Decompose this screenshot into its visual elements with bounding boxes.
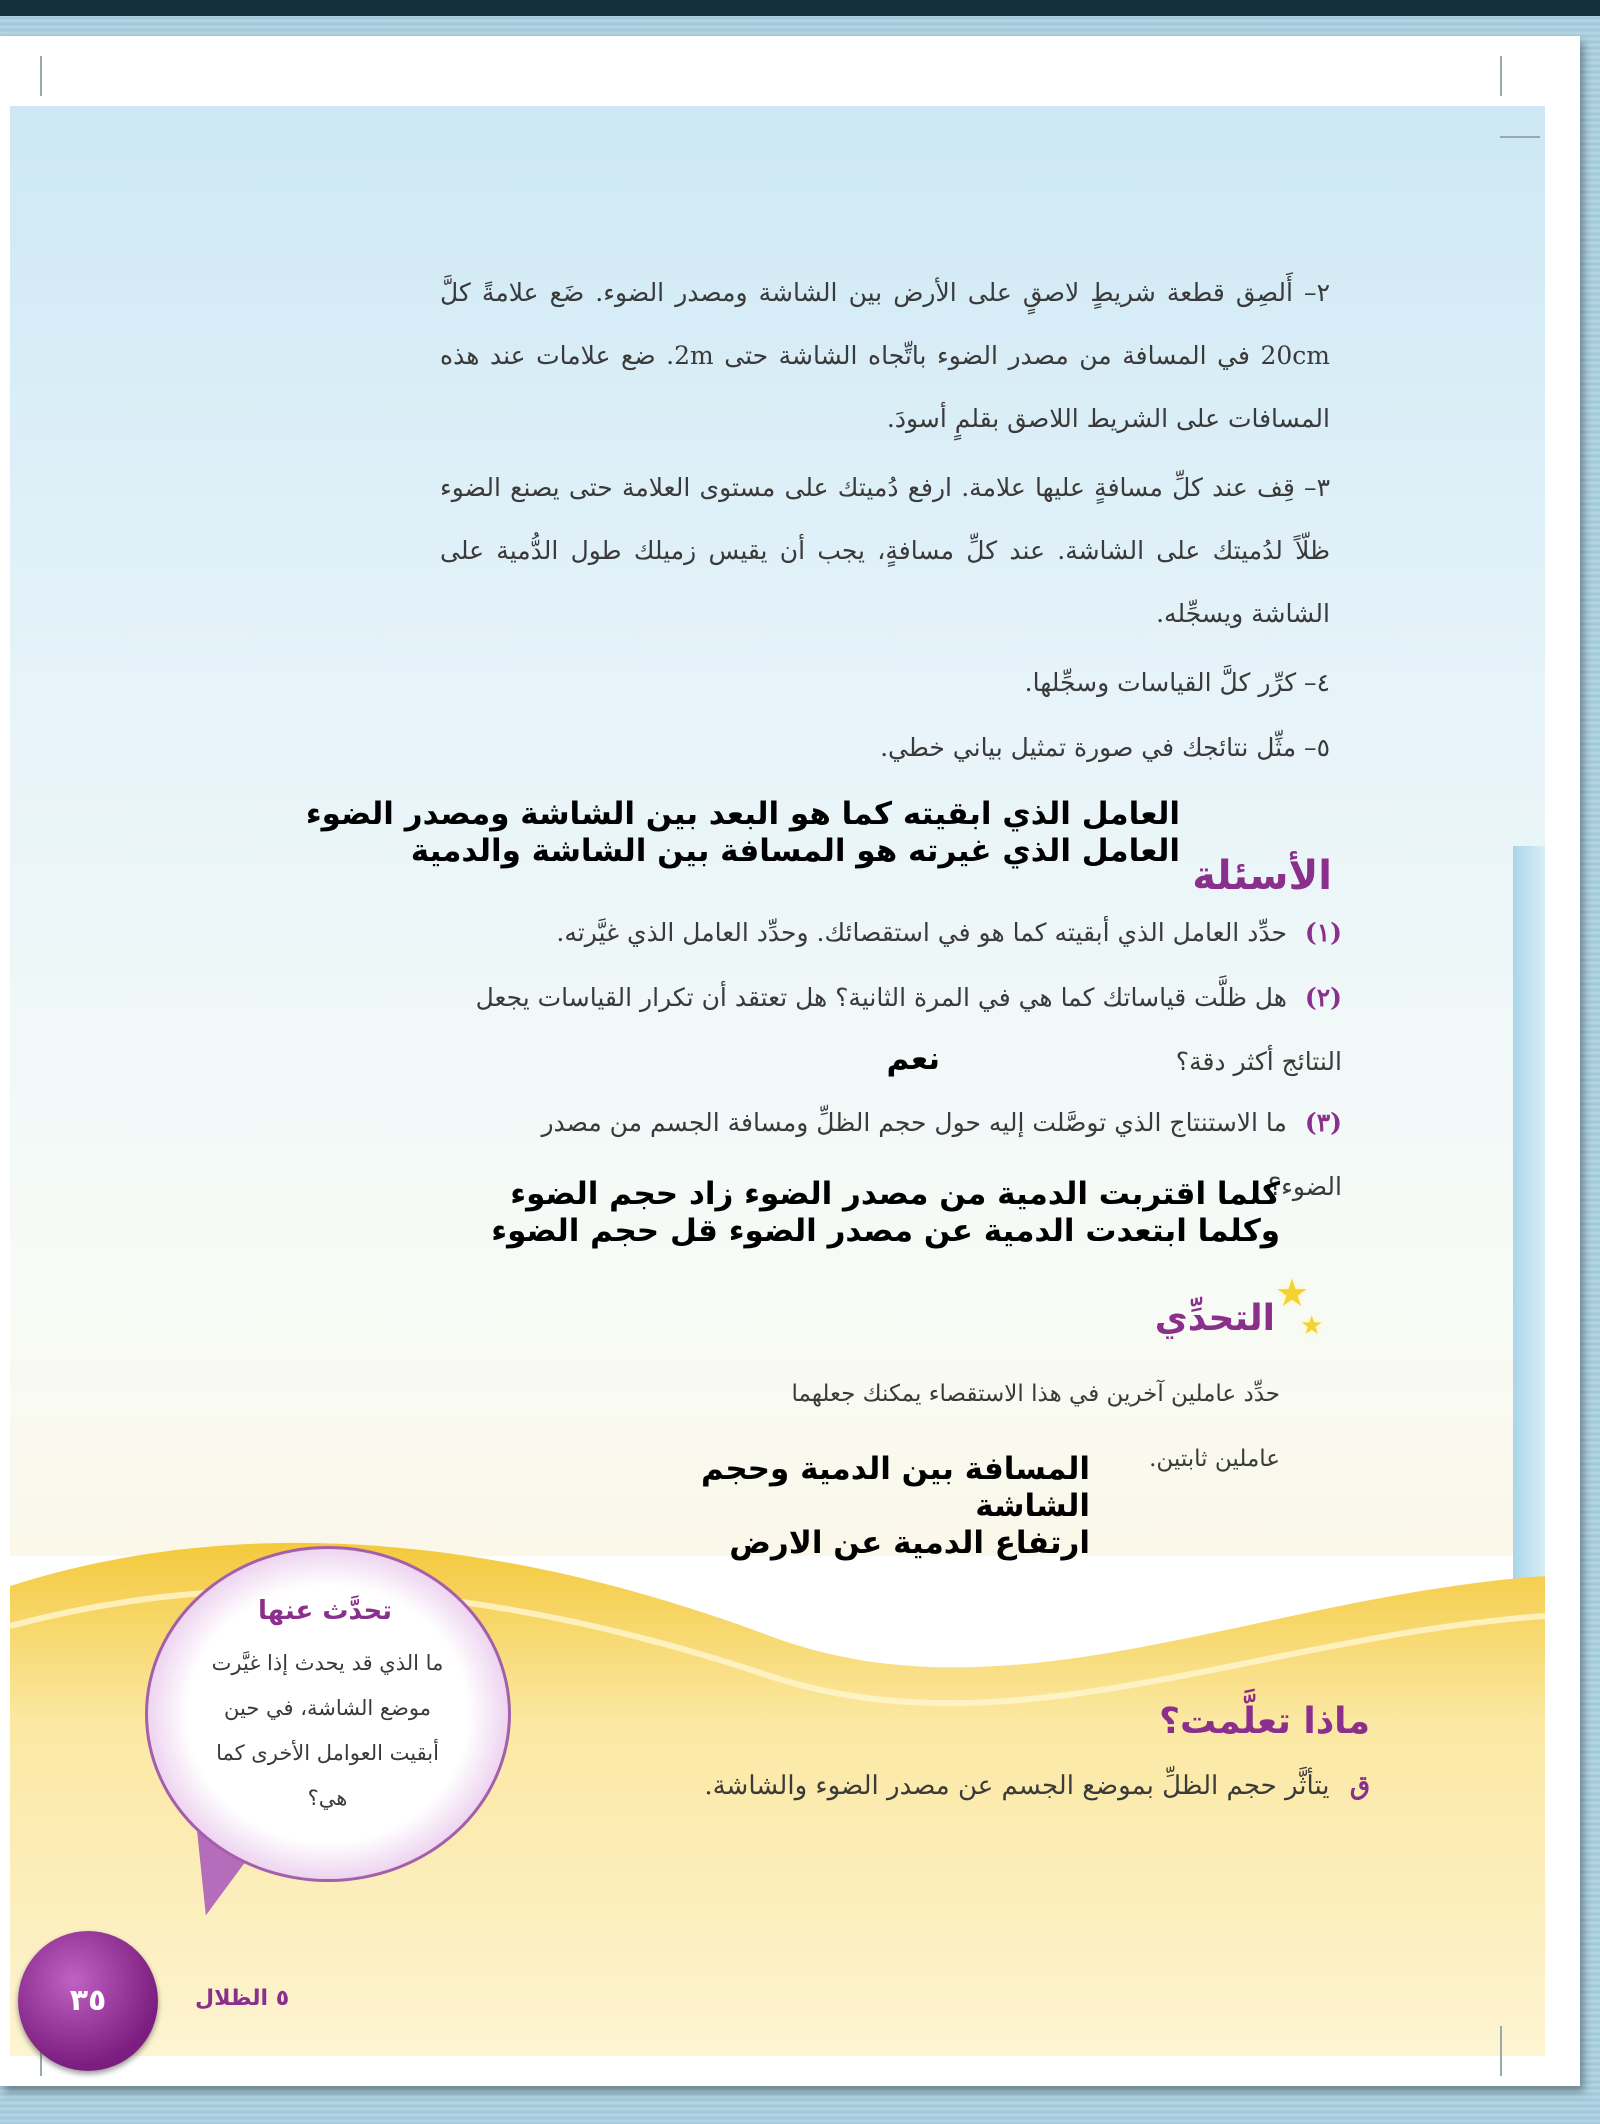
question-text: ما الاستنتاج الذي توصَّلت إليه حول حجم الظلِّ ومسافة الجسم من مصدر الضوء؟ <box>541 1108 1342 1201</box>
crop-mark <box>1500 56 1502 96</box>
answer-q1-line2: العامل الذي غيرته هو المسافة بين الشاشة والدمية <box>410 833 1180 869</box>
question-number: (٢) <box>1304 983 1342 1012</box>
chapter-label: ٥ الظلال <box>195 1986 290 2011</box>
question-1 <box>462 901 1342 965</box>
answer-challenge <box>590 1451 1090 1562</box>
step-5: ٥– مثِّل نتائجك في صورة تمثيل بياني خطي. <box>880 733 1330 762</box>
step-2: ٢– أَلصِق قطعة شريطٍ لاصقٍ على الأرض بين الشاشة ومصدر الضوء. ضَع علامةً كلَّ 20cm في المسافة من مصدر الضوء باتِّجاه الشاشة حتى 2m. ضع علامات عند هذه المسافات على الشريط اللاصق بقلمٍ أسودَ. <box>440 278 1330 433</box>
top-window-bar <box>0 0 1600 16</box>
star-icon: ★ <box>1275 1271 1310 1315</box>
bullet-icon: ق <box>1349 1771 1370 1801</box>
answer-q3-line2: وكلما ابتعدت الدمية عن مصدر الضوء قل حجم الضوء <box>491 1213 1280 1249</box>
questions-heading: الأسئلة <box>1192 853 1332 899</box>
page-number: ٣٥ <box>69 1983 107 2018</box>
textbook-page <box>0 36 1580 2086</box>
answer-challenge-line1: المسافة بين الدمية وحجم الشاشة <box>701 1451 1090 1524</box>
learned-point <box>704 1771 1370 1801</box>
challenge-title: التحدِّي <box>1154 1298 1275 1339</box>
challenge-line1: حدِّد عاملين آخرين في هذا الاستقصاء يمكنك جعلهما <box>791 1381 1280 1407</box>
talk-text: ما الذي قد يحدث إذا غيَّرت موضع الشاشة، في حين أبقيت العوامل الأخرى كما هي؟ <box>211 1651 444 1810</box>
star-icon: ★ <box>1300 1311 1324 1341</box>
step-4: ٤– كرِّر كلَّ القياسات وسجِّلها. <box>1024 668 1330 697</box>
challenge-line2: عاملين ثابتين. <box>1149 1446 1280 1472</box>
answer-q1 <box>130 796 1180 870</box>
answer-q1-line1: العامل الذي ابقيته كما هو البعد بين الشاشة ومصدر الضوء <box>305 796 1180 832</box>
talk-title: تحدَّث عنها <box>258 1596 392 1626</box>
question-text: هل ظلَّت قياساتك كما هي في المرة الثانية؟ هل تعتقد أن تكرار القياسات يجعل النتائج أكثر دقة؟ <box>475 983 1342 1076</box>
question-number: (١) <box>1304 918 1342 947</box>
answer-q2: نعم <box>886 1041 940 1077</box>
answer-q3 <box>220 1176 1280 1250</box>
crop-mark <box>1500 136 1540 138</box>
question-text: حدِّد العامل الذي أبقيته كما هو في استقصائك. وحدِّد العامل الذي غيَّرته. <box>556 918 1287 947</box>
step-3: ٣– قِف عند كلِّ مسافةٍ عليها علامة. ارفع دُميتك على مستوى العلامة حتى يصنع الضوء ظلّاً لدُميتك على الشاشة. عند كلِّ مسافةٍ، يجب أن يقيس زميلك طول الدُّمية على الشاشة ويسجِّله. <box>440 473 1330 628</box>
crop-mark <box>40 56 42 96</box>
learned-title: ماذا تعلَّمت؟ <box>1159 1701 1370 1742</box>
answer-q3-line1: كلما اقتربت الدمية من مصدر الضوء زاد حجم الضوء <box>510 1176 1280 1212</box>
learned-text: يتأثَّر حجم الظلِّ بموضع الجسم عن مصدر الضوء والشاشة. <box>704 1771 1330 1801</box>
question-number: (٣) <box>1304 1108 1342 1137</box>
answer-challenge-line2: ارتفاع الدمية عن الارض <box>729 1525 1090 1561</box>
crop-mark <box>1500 2026 1502 2076</box>
